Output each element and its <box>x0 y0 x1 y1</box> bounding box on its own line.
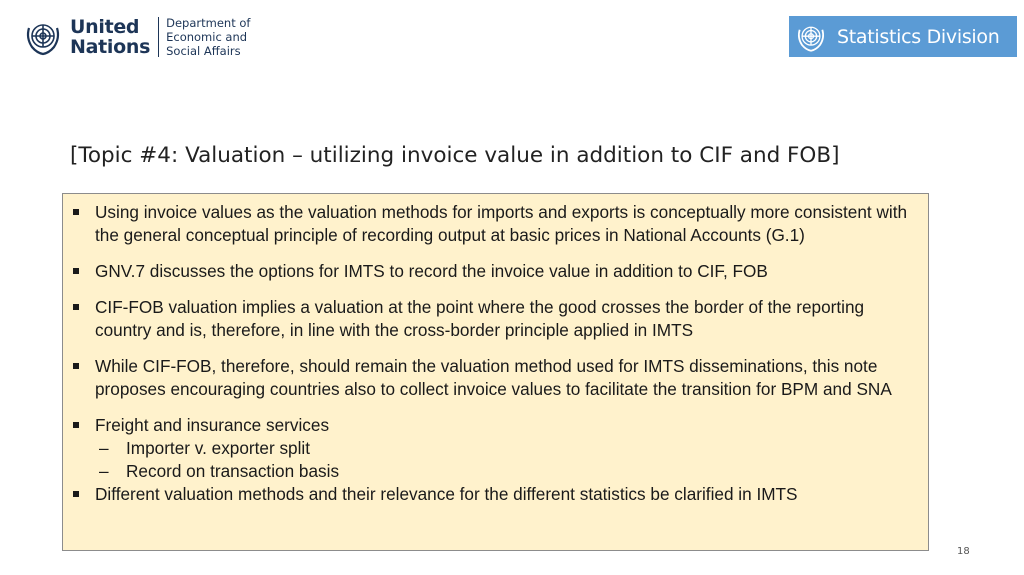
bullet-text: GNV.7 discusses the options for IMTS to record the invoice value in addition to CIF, FOB <box>95 261 768 281</box>
bullet-item <box>63 414 928 437</box>
content-box <box>62 193 929 551</box>
bullet-text: While CIF-FOB, therefore, should remain the valuation method used for IMTS disseminations, this note proposes encouraging countries also to collect invoice values to facilitate the transition for BPM and SNA <box>95 356 892 399</box>
bullet-item <box>63 296 928 342</box>
page-number: 18 <box>957 546 970 557</box>
bullet-text: Freight and insurance services <box>95 415 330 435</box>
slide-title: [Topic #4: Valuation – utilizing invoice value in addition to CIF and FOB] <box>70 143 840 168</box>
sub-bullet-text: Record on transaction basis <box>126 461 340 481</box>
department-label <box>166 16 250 58</box>
dept-line1: Department of <box>166 16 251 30</box>
bullet-item <box>63 483 928 506</box>
square-bullet-icon <box>73 209 79 215</box>
sub-bullet-item <box>63 437 928 460</box>
bullet-text: Using invoice values as the valuation methods for imports and exports is conceptually more consistent with the general conceptual principle of recording output at basic prices in National Accounts (G.1) <box>95 202 908 245</box>
dash-bullet-icon: – <box>99 461 109 481</box>
dept-line3: Social Affairs <box>166 44 241 58</box>
statistics-division-label: Statistics Division <box>837 25 1000 48</box>
bullet-list <box>63 201 928 506</box>
sub-bullet-group <box>63 437 928 483</box>
un-name-line2: Nations <box>70 36 151 58</box>
bullet-text: Different valuation methods and their relevance for the different statistics be clarified in IMTS <box>95 484 798 504</box>
un-emblem-icon <box>22 16 64 58</box>
sub-bullet-list <box>63 437 928 483</box>
logo-divider <box>158 17 159 57</box>
un-logo <box>22 14 262 60</box>
bullet-item <box>63 201 928 247</box>
bullet-text: CIF-FOB valuation implies a valuation at the point where the good crosses the border of the reporting country and is, therefore, in line with the cross-border principle applied in IMTS <box>95 297 865 340</box>
square-bullet-icon <box>73 363 79 369</box>
un-wordmark <box>70 17 150 57</box>
sub-bullet-item <box>63 460 928 483</box>
sub-bullet-text: Importer v. exporter split <box>126 438 311 458</box>
dash-bullet-icon: – <box>99 438 109 458</box>
dept-line2: Economic and <box>166 30 248 44</box>
square-bullet-icon <box>73 268 79 274</box>
square-bullet-icon <box>73 491 79 497</box>
bullet-item <box>63 260 928 283</box>
bullet-item <box>63 355 928 401</box>
un-name-line1: United <box>70 16 140 38</box>
square-bullet-icon <box>73 304 79 310</box>
un-emblem-icon <box>794 20 828 54</box>
square-bullet-icon <box>73 422 79 428</box>
statistics-division-banner <box>789 16 1017 57</box>
